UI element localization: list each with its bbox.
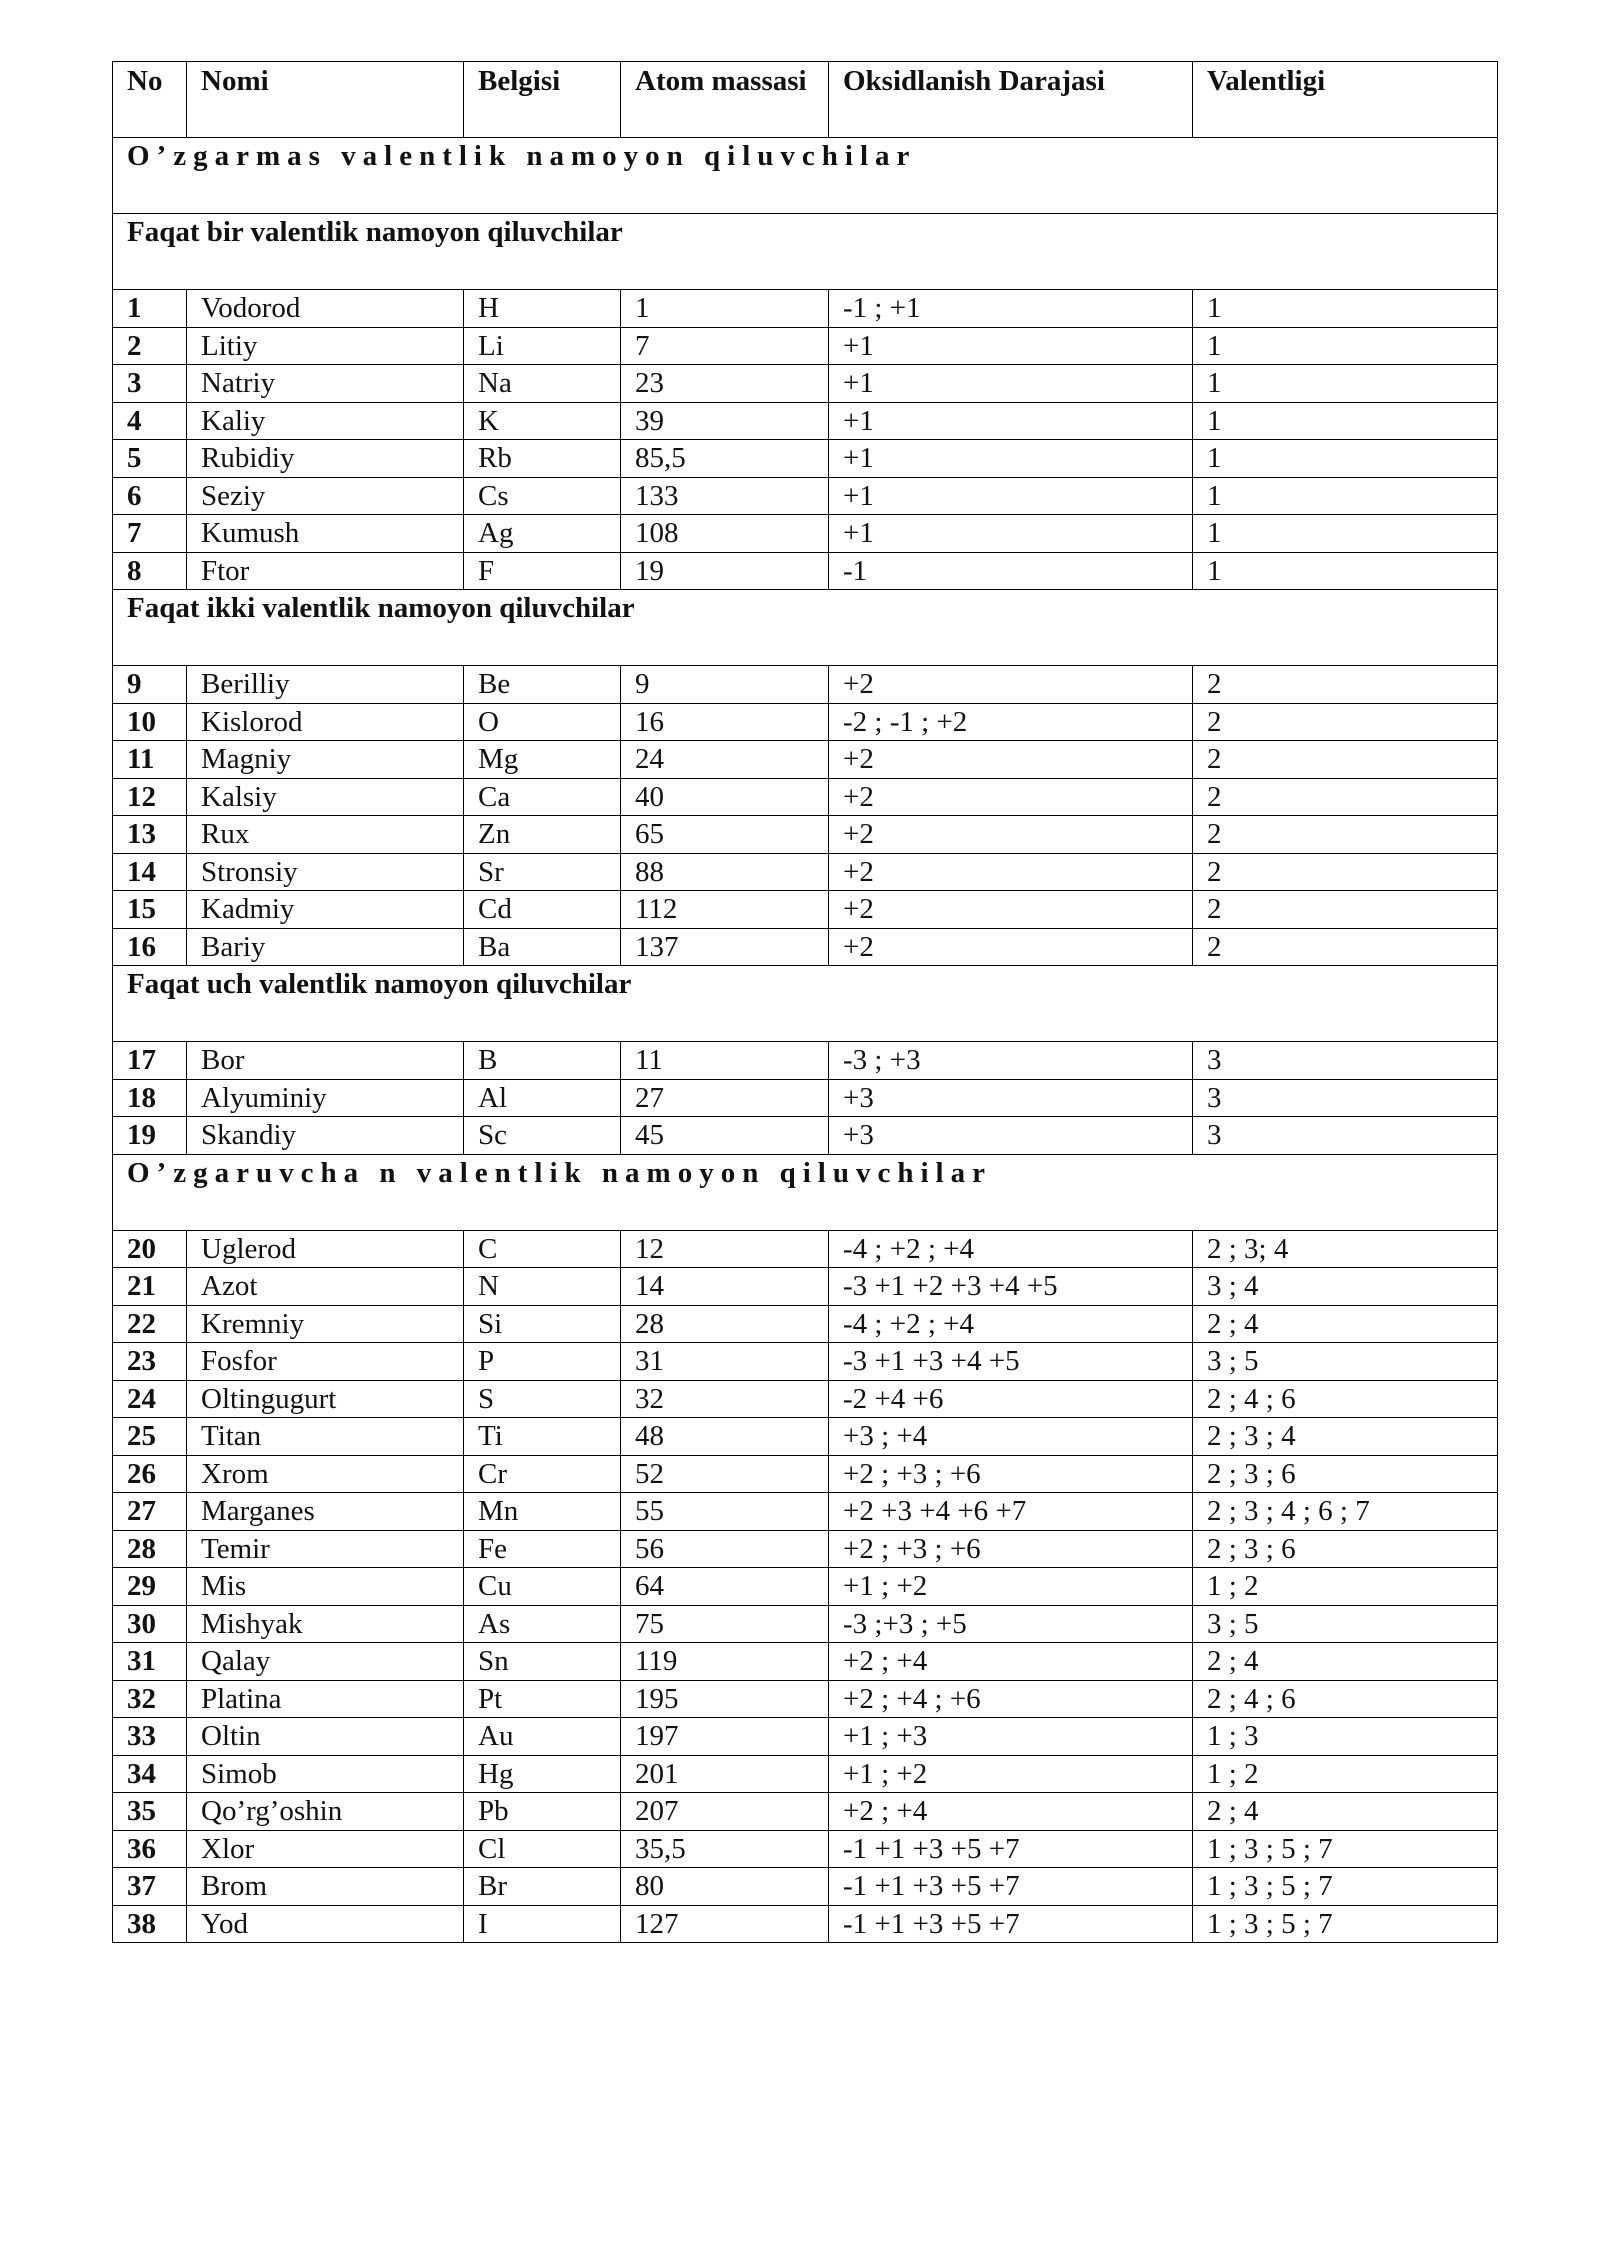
element-name: Oltin [187,1718,464,1756]
element-symbol: C [464,1230,621,1268]
element-name: Yod [187,1905,464,1943]
element-number: 23 [113,1343,187,1381]
valence: 3 [1193,1079,1498,1117]
section-title: Faqat uch valentlik namoyon qiluvchilar [113,966,1498,1042]
atomic-mass: 7 [621,327,829,365]
oxidation-state: +1 [829,365,1193,403]
element-number: 22 [113,1305,187,1343]
document-page [112,61,1498,1943]
table-row [113,1268,1498,1306]
oxidation-state: -4 ; +2 ; +4 [829,1230,1193,1268]
atomic-mass: 45 [621,1117,829,1155]
table-row [113,1605,1498,1643]
element-symbol: Br [464,1868,621,1906]
valence: 3 [1193,1042,1498,1080]
oxidation-state: +2 [829,816,1193,854]
element-number: 13 [113,816,187,854]
element-name: Stronsiy [187,853,464,891]
element-number: 8 [113,552,187,590]
valence: 1 [1193,365,1498,403]
element-number: 9 [113,666,187,704]
element-name: Vodorod [187,290,464,328]
valence: 1 [1193,290,1498,328]
atomic-mass: 23 [621,365,829,403]
valence: 3 ; 5 [1193,1343,1498,1381]
valence: 3 ; 5 [1193,1605,1498,1643]
oxidation-state: +2 ; +4 [829,1643,1193,1681]
element-symbol: Au [464,1718,621,1756]
table-row [113,327,1498,365]
oxidation-state: +1 ; +2 [829,1568,1193,1606]
element-name: Seziy [187,477,464,515]
header-symbol: Belgisi [464,62,621,138]
table-row [113,703,1498,741]
element-number: 12 [113,778,187,816]
table-row [113,928,1498,966]
element-name: Qo’rg’oshin [187,1793,464,1831]
element-symbol: Zn [464,816,621,854]
table-row [113,515,1498,553]
table-row [113,1680,1498,1718]
oxidation-state: -1 ; +1 [829,290,1193,328]
element-symbol: As [464,1605,621,1643]
element-number: 18 [113,1079,187,1117]
atomic-mass: 85,5 [621,440,829,478]
oxidation-state: +2 ; +4 ; +6 [829,1680,1193,1718]
header-name: Nomi [187,62,464,138]
table-row [113,440,1498,478]
table-row [113,1530,1498,1568]
element-name: Xlor [187,1830,464,1868]
oxidation-state: +1 ; +3 [829,1718,1193,1756]
element-number: 26 [113,1455,187,1493]
element-symbol: P [464,1343,621,1381]
oxidation-state: +2 [829,666,1193,704]
table-body [113,138,1498,1943]
element-number: 17 [113,1042,187,1080]
element-symbol: Sr [464,853,621,891]
table-row [113,741,1498,779]
element-number: 4 [113,402,187,440]
table-row [113,1905,1498,1943]
oxidation-state: -3 ;+3 ; +5 [829,1605,1193,1643]
element-number: 10 [113,703,187,741]
atomic-mass: 201 [621,1755,829,1793]
element-number: 16 [113,928,187,966]
element-symbol: Rb [464,440,621,478]
header-oxidation-state: Oksidlanish Darajasi [829,62,1193,138]
atomic-mass: 195 [621,1680,829,1718]
element-name: Kislorod [187,703,464,741]
valence: 1 ; 2 [1193,1755,1498,1793]
element-name: Fosfor [187,1343,464,1381]
table-row [113,1418,1498,1456]
element-name: Skandiy [187,1117,464,1155]
oxidation-state: +1 [829,477,1193,515]
element-name: Kremniy [187,1305,464,1343]
oxidation-state: +2 ; +3 ; +6 [829,1455,1193,1493]
element-symbol: Fe [464,1530,621,1568]
atomic-mass: 35,5 [621,1830,829,1868]
element-name: Magniy [187,741,464,779]
element-symbol: B [464,1042,621,1080]
oxidation-state: +1 [829,440,1193,478]
valence: 2 ; 4 [1193,1793,1498,1831]
element-number: 30 [113,1605,187,1643]
element-symbol: Sc [464,1117,621,1155]
atomic-mass: 137 [621,928,829,966]
atomic-mass: 75 [621,1605,829,1643]
element-number: 6 [113,477,187,515]
atomic-mass: 24 [621,741,829,779]
valence: 1 [1193,477,1498,515]
valence: 1 ; 3 ; 5 ; 7 [1193,1830,1498,1868]
element-number: 32 [113,1680,187,1718]
atomic-mass: 112 [621,891,829,929]
element-number: 5 [113,440,187,478]
atomic-mass: 133 [621,477,829,515]
element-name: Bariy [187,928,464,966]
valence: 1 [1193,327,1498,365]
valence: 1 ; 2 [1193,1568,1498,1606]
element-name: Kadmiy [187,891,464,929]
oxidation-state: -3 +1 +2 +3 +4 +5 [829,1268,1193,1306]
element-name: Uglerod [187,1230,464,1268]
section-header-row [113,138,1498,214]
element-symbol: Mg [464,741,621,779]
element-symbol: Cu [464,1568,621,1606]
valence-table [112,61,1498,1943]
atomic-mass: 16 [621,703,829,741]
valence: 2 [1193,666,1498,704]
valence: 3 ; 4 [1193,1268,1498,1306]
element-name: Qalay [187,1643,464,1681]
element-name: Brom [187,1868,464,1906]
table-row [113,1718,1498,1756]
atomic-mass: 9 [621,666,829,704]
atomic-mass: 65 [621,816,829,854]
section-title: Faqat ikki valentlik namoyon qiluvchilar [113,590,1498,666]
element-symbol: Na [464,365,621,403]
oxidation-state: +2 +3 +4 +6 +7 [829,1493,1193,1531]
atomic-mass: 11 [621,1042,829,1080]
valence: 2 ; 3; 4 [1193,1230,1498,1268]
valence: 2 [1193,778,1498,816]
atomic-mass: 28 [621,1305,829,1343]
valence: 2 ; 3 ; 4 [1193,1418,1498,1456]
section-title: Faqat bir valentlik namoyon qiluvchilar [113,214,1498,290]
element-symbol: N [464,1268,621,1306]
element-number: 2 [113,327,187,365]
header-row [113,62,1498,138]
table-row [113,666,1498,704]
atomic-mass: 40 [621,778,829,816]
atomic-mass: 1 [621,290,829,328]
table-row [113,1380,1498,1418]
oxidation-state: +2 [829,853,1193,891]
table-row [113,1568,1498,1606]
table-row [113,816,1498,854]
table-row [113,1643,1498,1681]
valence: 1 ; 3 ; 5 ; 7 [1193,1905,1498,1943]
element-number: 15 [113,891,187,929]
table-row [113,1868,1498,1906]
element-name: Temir [187,1530,464,1568]
oxidation-state: -2 ; -1 ; +2 [829,703,1193,741]
element-symbol: Cl [464,1830,621,1868]
table-row [113,477,1498,515]
atomic-mass: 14 [621,1268,829,1306]
table-row [113,552,1498,590]
valence: 2 [1193,853,1498,891]
element-symbol: S [464,1380,621,1418]
element-name: Bor [187,1042,464,1080]
oxidation-state: -2 +4 +6 [829,1380,1193,1418]
table-row [113,1079,1498,1117]
atomic-mass: 52 [621,1455,829,1493]
element-symbol: Mn [464,1493,621,1531]
section-title: O’zgarmas valentlik namoyon qiluvchilar [113,138,1498,214]
oxidation-state: -3 ; +3 [829,1042,1193,1080]
oxidation-state: +2 ; +3 ; +6 [829,1530,1193,1568]
element-name: Azot [187,1268,464,1306]
section-title: O’zgaruvcha n valentlik namoyon qiluvchilar [113,1154,1498,1230]
element-name: Oltingugurt [187,1380,464,1418]
element-symbol: Be [464,666,621,704]
atomic-mass: 88 [621,853,829,891]
oxidation-state: +2 [829,928,1193,966]
oxidation-state: +2 ; +4 [829,1793,1193,1831]
oxidation-state: -1 +1 +3 +5 +7 [829,1868,1193,1906]
element-symbol: Al [464,1079,621,1117]
element-name: Alyuminiy [187,1079,464,1117]
atomic-mass: 12 [621,1230,829,1268]
oxidation-state: +2 [829,741,1193,779]
table-row [113,1230,1498,1268]
element-name: Marganes [187,1493,464,1531]
atomic-mass: 31 [621,1343,829,1381]
valence: 1 [1193,552,1498,590]
element-symbol: Hg [464,1755,621,1793]
element-number: 21 [113,1268,187,1306]
header-atomic-mass: Atom massasi [621,62,829,138]
element-number: 20 [113,1230,187,1268]
element-number: 28 [113,1530,187,1568]
element-symbol: Cd [464,891,621,929]
valence: 1 ; 3 [1193,1718,1498,1756]
valence: 2 [1193,928,1498,966]
element-name: Rux [187,816,464,854]
element-name: Kalsiy [187,778,464,816]
element-number: 1 [113,290,187,328]
valence: 1 ; 3 ; 5 ; 7 [1193,1868,1498,1906]
atomic-mass: 108 [621,515,829,553]
element-number: 37 [113,1868,187,1906]
element-name: Simob [187,1755,464,1793]
table-row [113,290,1498,328]
table-row [113,778,1498,816]
element-symbol: H [464,290,621,328]
valence: 2 ; 4 ; 6 [1193,1380,1498,1418]
oxidation-state: +3 [829,1079,1193,1117]
atomic-mass: 56 [621,1530,829,1568]
element-number: 34 [113,1755,187,1793]
element-number: 38 [113,1905,187,1943]
oxidation-state: -1 +1 +3 +5 +7 [829,1830,1193,1868]
table-row [113,1830,1498,1868]
valence: 2 [1193,703,1498,741]
element-symbol: Si [464,1305,621,1343]
element-number: 35 [113,1793,187,1831]
element-symbol: Ag [464,515,621,553]
oxidation-state: +2 [829,778,1193,816]
table-row [113,1305,1498,1343]
header-valence: Valentligi [1193,62,1498,138]
oxidation-state: +3 ; +4 [829,1418,1193,1456]
atomic-mass: 80 [621,1868,829,1906]
element-symbol: F [464,552,621,590]
valence: 1 [1193,515,1498,553]
table-row [113,1343,1498,1381]
oxidation-state: -3 +1 +3 +4 +5 [829,1343,1193,1381]
valence: 2 [1193,816,1498,854]
element-symbol: Pb [464,1793,621,1831]
section-header-row [113,214,1498,290]
element-symbol: Sn [464,1643,621,1681]
element-name: Kumush [187,515,464,553]
element-name: Berilliy [187,666,464,704]
table-row [113,1042,1498,1080]
element-symbol: O [464,703,621,741]
oxidation-state: +3 [829,1117,1193,1155]
element-symbol: Ti [464,1418,621,1456]
element-symbol: Cr [464,1455,621,1493]
element-number: 24 [113,1380,187,1418]
element-symbol: Pt [464,1680,621,1718]
section-header-row [113,966,1498,1042]
element-number: 14 [113,853,187,891]
valence: 2 ; 4 ; 6 [1193,1680,1498,1718]
element-name: Platina [187,1680,464,1718]
header-no: No [113,62,187,138]
valence: 2 ; 4 [1193,1305,1498,1343]
table-row [113,1755,1498,1793]
element-symbol: Li [464,327,621,365]
atomic-mass: 48 [621,1418,829,1456]
element-symbol: I [464,1905,621,1943]
oxidation-state: -1 +1 +3 +5 +7 [829,1905,1193,1943]
oxidation-state: -4 ; +2 ; +4 [829,1305,1193,1343]
element-symbol: Ca [464,778,621,816]
element-number: 3 [113,365,187,403]
valence: 3 [1193,1117,1498,1155]
element-number: 33 [113,1718,187,1756]
valence: 2 [1193,741,1498,779]
atomic-mass: 27 [621,1079,829,1117]
table-row [113,1793,1498,1831]
table-row [113,1455,1498,1493]
element-name: Kaliy [187,402,464,440]
element-name: Titan [187,1418,464,1456]
element-number: 31 [113,1643,187,1681]
table-row [113,402,1498,440]
atomic-mass: 119 [621,1643,829,1681]
valence: 2 ; 3 ; 6 [1193,1530,1498,1568]
element-number: 25 [113,1418,187,1456]
element-name: Rubidiy [187,440,464,478]
element-number: 11 [113,741,187,779]
valence: 2 ; 3 ; 4 ; 6 ; 7 [1193,1493,1498,1531]
valence: 1 [1193,440,1498,478]
valence: 1 [1193,402,1498,440]
element-symbol: K [464,402,621,440]
element-number: 7 [113,515,187,553]
element-number: 36 [113,1830,187,1868]
element-name: Litiy [187,327,464,365]
element-number: 29 [113,1568,187,1606]
element-name: Mishyak [187,1605,464,1643]
atomic-mass: 19 [621,552,829,590]
valence: 2 ; 3 ; 6 [1193,1455,1498,1493]
atomic-mass: 207 [621,1793,829,1831]
table-row [113,365,1498,403]
element-number: 27 [113,1493,187,1531]
table-row [113,1117,1498,1155]
valence: 2 ; 4 [1193,1643,1498,1681]
valence: 2 [1193,891,1498,929]
atomic-mass: 64 [621,1568,829,1606]
oxidation-state: +1 [829,327,1193,365]
section-header-row [113,590,1498,666]
table-row [113,891,1498,929]
oxidation-state: +1 [829,402,1193,440]
oxidation-state: +1 ; +2 [829,1755,1193,1793]
element-name: Ftor [187,552,464,590]
table-row [113,1493,1498,1531]
element-symbol: Cs [464,477,621,515]
atomic-mass: 39 [621,402,829,440]
atomic-mass: 127 [621,1905,829,1943]
atomic-mass: 197 [621,1718,829,1756]
element-name: Natriy [187,365,464,403]
element-number: 19 [113,1117,187,1155]
element-name: Xrom [187,1455,464,1493]
element-name: Mis [187,1568,464,1606]
table-row [113,853,1498,891]
oxidation-state: -1 [829,552,1193,590]
section-header-row [113,1154,1498,1230]
atomic-mass: 32 [621,1380,829,1418]
oxidation-state: +1 [829,515,1193,553]
atomic-mass: 55 [621,1493,829,1531]
element-symbol: Ba [464,928,621,966]
oxidation-state: +2 [829,891,1193,929]
